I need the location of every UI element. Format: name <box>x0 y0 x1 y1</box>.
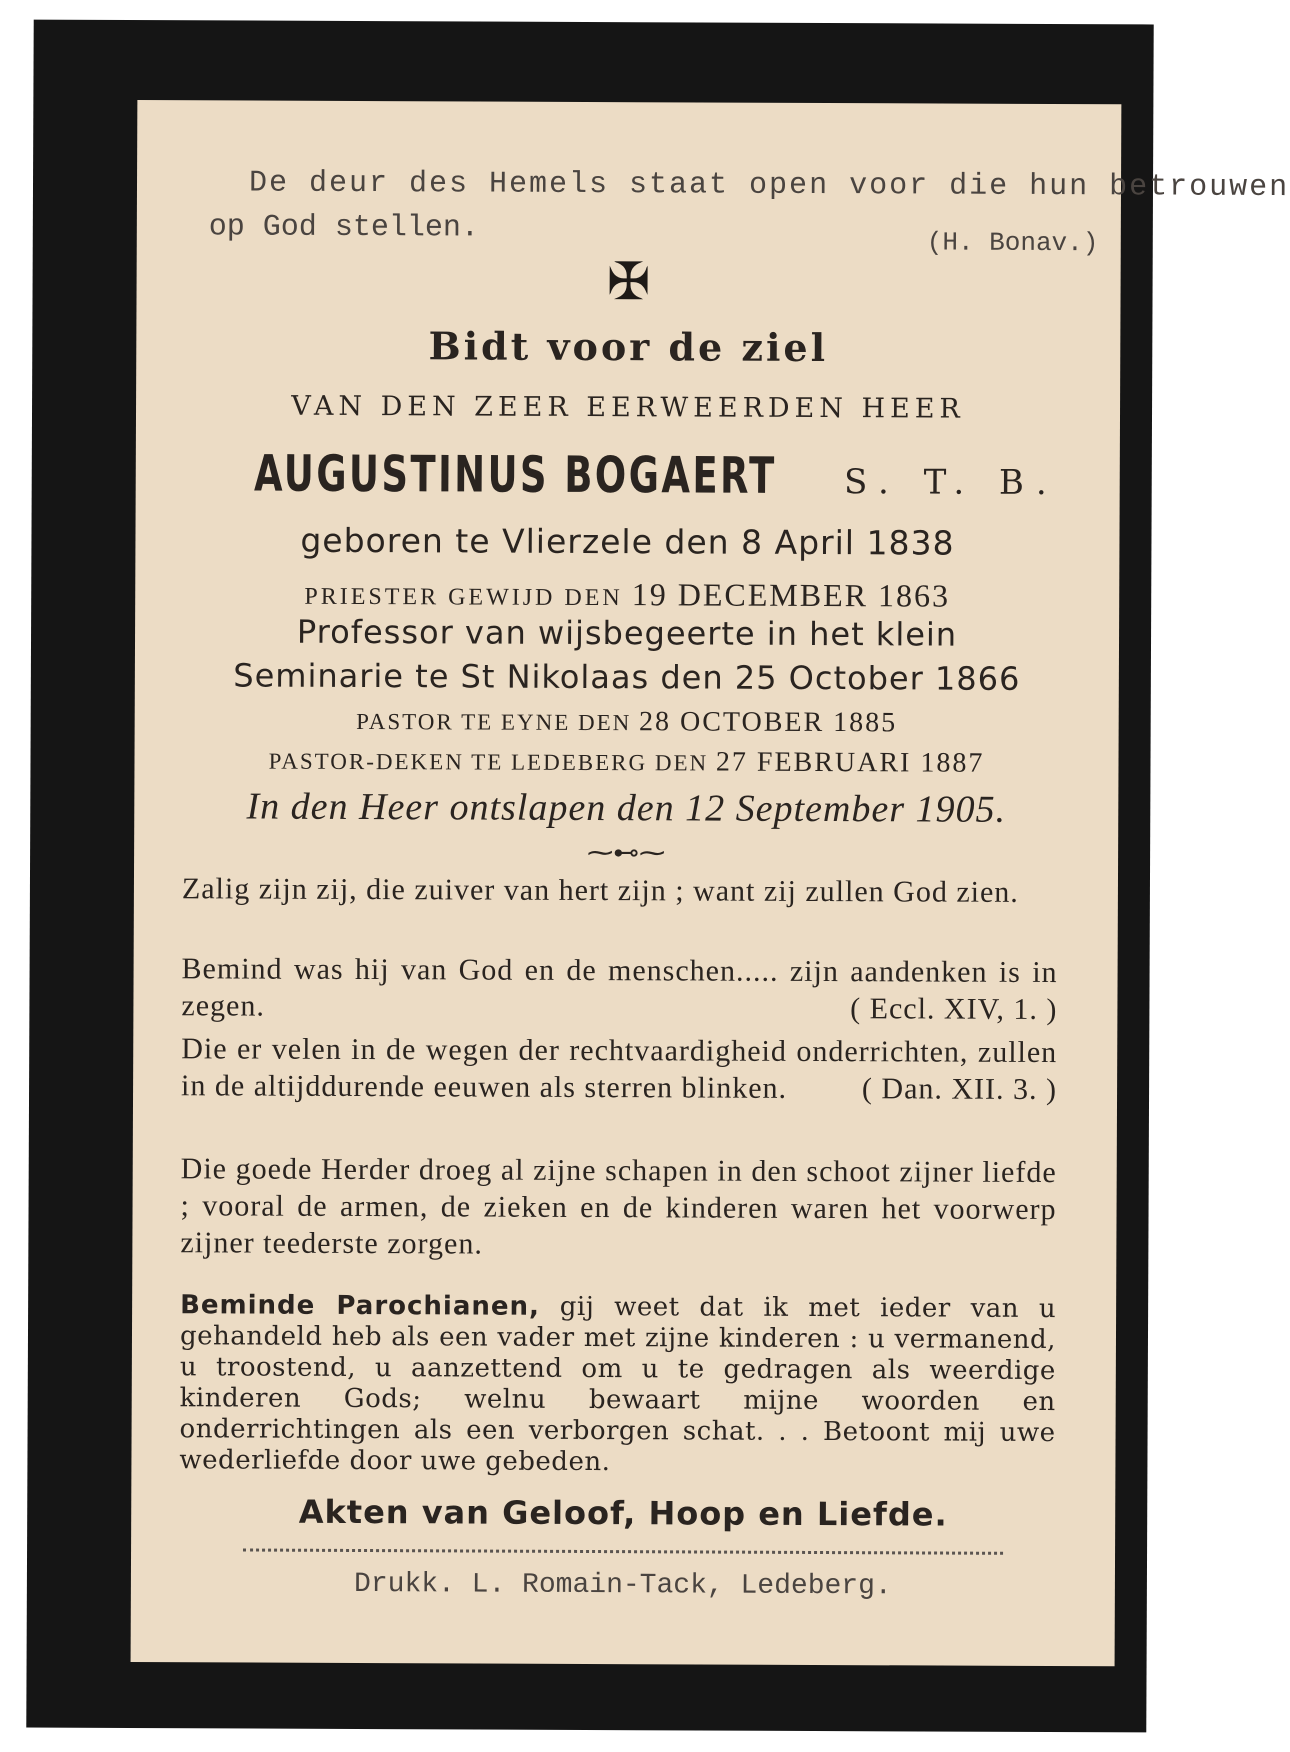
memorial-card-border <box>26 20 1290 1733</box>
printer-credit: Drukk. L. Romain-Tack, Ledeberg. <box>353 1568 892 1603</box>
deceased-name: AUGUSTINUS BOGAERT <box>253 444 777 505</box>
pastor-line <box>135 704 1119 740</box>
verse-1 <box>182 870 1058 911</box>
verse-4 <box>180 1150 1056 1265</box>
address-text: gij weet dat ik met ieder van u gehandeld heb als een vader met zijne kinderen : u vermanend, u troostend, u aanzettend om u te gedragen als weerdige kinderen Gods; welnu bewaart mijne woorden en onderrichtingen als een verborgen schat. . . Betoont mij uwe wederliefde door uwe gebeden. <box>179 1291 1057 1478</box>
verse-text: Die er velen in de wegen der rechtvaardigheid onderrichten, zullen in de altijddurende eeuwen als sterren blinken. <box>181 1032 1058 1105</box>
ornament-divider: ⁓⊷⁓ <box>587 837 666 868</box>
professor-line-1: Professor van wijsbegeerte in het klein <box>296 612 958 654</box>
verse-citation: ( Dan. XII. 3. ) <box>861 1072 1058 1107</box>
dean-date: 27 FEBRUARI 1887 <box>715 746 985 779</box>
name-line <box>136 444 1120 506</box>
address-lead: Beminde Parochianen, <box>180 1290 541 1322</box>
quote-line-2: op God stellen. <box>208 210 479 246</box>
professor-line-2: Seminarie te St Nikolaas den 25 October 1866 <box>233 656 1021 698</box>
verse-text: Die goede Herder droeg al zijne schapen in den schoot zijner liefde ; vooral de armen, de zieken en de kinderen waren het voorwerp zijner teederste zorgen. <box>180 1152 1057 1261</box>
death-line: In den Heer ontslapen den 12 September 1905. <box>246 785 1007 831</box>
dean-line <box>134 744 1118 780</box>
cross-icon: ✠ <box>606 254 651 312</box>
title-abbreviation: S. T. B. <box>843 462 1059 504</box>
ordination-date: 19 DECEMBER 1863 <box>631 576 951 614</box>
pastor-text: PASTOR TE EYNE DEN <box>356 708 632 736</box>
birth-line: geboren te Vlierzele den 8 April 1838 <box>300 520 955 563</box>
prayer-heading: Bidt voor de ziel <box>428 323 829 371</box>
memorial-card-paper <box>131 100 1290 1666</box>
verse-3 <box>181 1030 1057 1108</box>
quote-source: (H. Bonav.) <box>926 227 1099 259</box>
dotted-divider <box>243 1548 1003 1554</box>
verse-citation: ( Eccl. XIV, 1. ) <box>850 992 1058 1027</box>
ordination-text: PRIESTER GEWIJD DEN <box>304 583 623 612</box>
honorific: VAN DEN ZEER EERWEERDEN HEER <box>291 390 965 425</box>
pastor-date: 28 OCTOBER 1885 <box>638 706 898 739</box>
quote-line-1: De deur des Hemels staat open voor die hun betrouwen <box>248 166 1290 206</box>
verse-text: Bemind was hij van God en de menschen..... zijn aandenken is in zegen. <box>181 952 1058 1023</box>
dean-text: PASTOR-DEKEN TE LEDEBERG DEN <box>268 748 709 776</box>
acts-line: Akten van Geloof, Hoop en Liefde. <box>298 1492 948 1534</box>
address-paragraph <box>179 1290 1056 1480</box>
ordination-line <box>135 574 1119 615</box>
verse-text: Zalig zijn zij, die zuiver van hert zijn ; want zij zullen God zien. <box>181 872 1019 909</box>
verse-2 <box>181 950 1057 1028</box>
